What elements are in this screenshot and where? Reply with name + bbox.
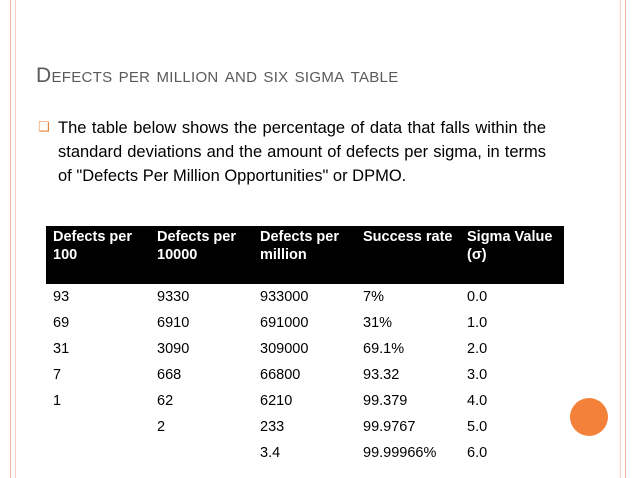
- table-cell: 309000: [260, 341, 309, 357]
- table-cell: 233: [260, 419, 285, 435]
- table-cell: 99.9767: [363, 419, 416, 435]
- table-cell: 7: [53, 367, 62, 383]
- table-cell: 69.1%: [363, 341, 405, 357]
- table-cell: 1: [53, 393, 62, 409]
- six-sigma-table: [46, 226, 564, 466]
- table-row: [46, 284, 564, 310]
- table-row: [46, 336, 564, 362]
- table-cell: 1.0: [467, 315, 488, 331]
- table-row: [46, 414, 564, 440]
- table-cell: [150, 440, 253, 466]
- table-row: [46, 310, 564, 336]
- table-cell: 3.4: [260, 445, 281, 461]
- header-defects-per-100: Defects per 100: [46, 226, 150, 284]
- table-cell: 93.32: [363, 367, 400, 383]
- bullet-text: The table below shows the percentage of data that falls within the standard deviations and the amount of defects per sigma, in terms of "Defects Per Million Opportunities" or DPMO.: [58, 119, 546, 185]
- table-row: [46, 362, 564, 388]
- table-cell: 6210: [260, 393, 293, 409]
- table-row: [46, 388, 564, 414]
- table-cell: 93: [53, 289, 70, 305]
- table-cell: 6910: [157, 315, 190, 331]
- header-success-rate: Success rate: [356, 226, 460, 284]
- table-cell: 6.0: [467, 445, 488, 461]
- header-defects-per-million: Defects per million: [253, 226, 356, 284]
- table-cell: 7%: [363, 289, 384, 305]
- header-sigma-value: Sigma Value (σ): [460, 226, 564, 284]
- six-sigma-table-container: [46, 226, 564, 466]
- orange-circle-decoration: [570, 398, 608, 436]
- hollow-square-bullet-icon: ❑: [38, 119, 50, 134]
- table-cell: 62: [157, 393, 174, 409]
- table-cell: 31%: [363, 315, 393, 331]
- table-cell: 2: [157, 419, 166, 435]
- table-cell: 691000: [260, 315, 309, 331]
- header-defects-per-10000: Defects per 10000: [150, 226, 253, 284]
- table-cell: 2.0: [467, 341, 488, 357]
- table-cell: [46, 440, 150, 466]
- table-cell: 3.0: [467, 367, 488, 383]
- table-cell: 9330: [157, 289, 190, 305]
- table-cell: [46, 414, 150, 440]
- table-cell: 5.0: [467, 419, 488, 435]
- bullet-paragraph: [38, 116, 546, 188]
- table-cell: 99.379: [363, 393, 408, 409]
- table-row: [46, 440, 564, 466]
- table-cell: 31: [53, 341, 70, 357]
- table-header-row: [46, 226, 564, 284]
- table-cell: 933000: [260, 289, 309, 305]
- table-cell: 668: [157, 367, 182, 383]
- table-cell: 66800: [260, 367, 301, 383]
- table-cell: 99.99966%: [363, 445, 437, 461]
- table-cell: 0.0: [467, 289, 488, 305]
- table-cell: 3090: [157, 341, 190, 357]
- table-cell: 69: [53, 315, 70, 331]
- table-cell: 4.0: [467, 393, 488, 409]
- slide-title: Defects per million and six sigma table: [36, 64, 399, 87]
